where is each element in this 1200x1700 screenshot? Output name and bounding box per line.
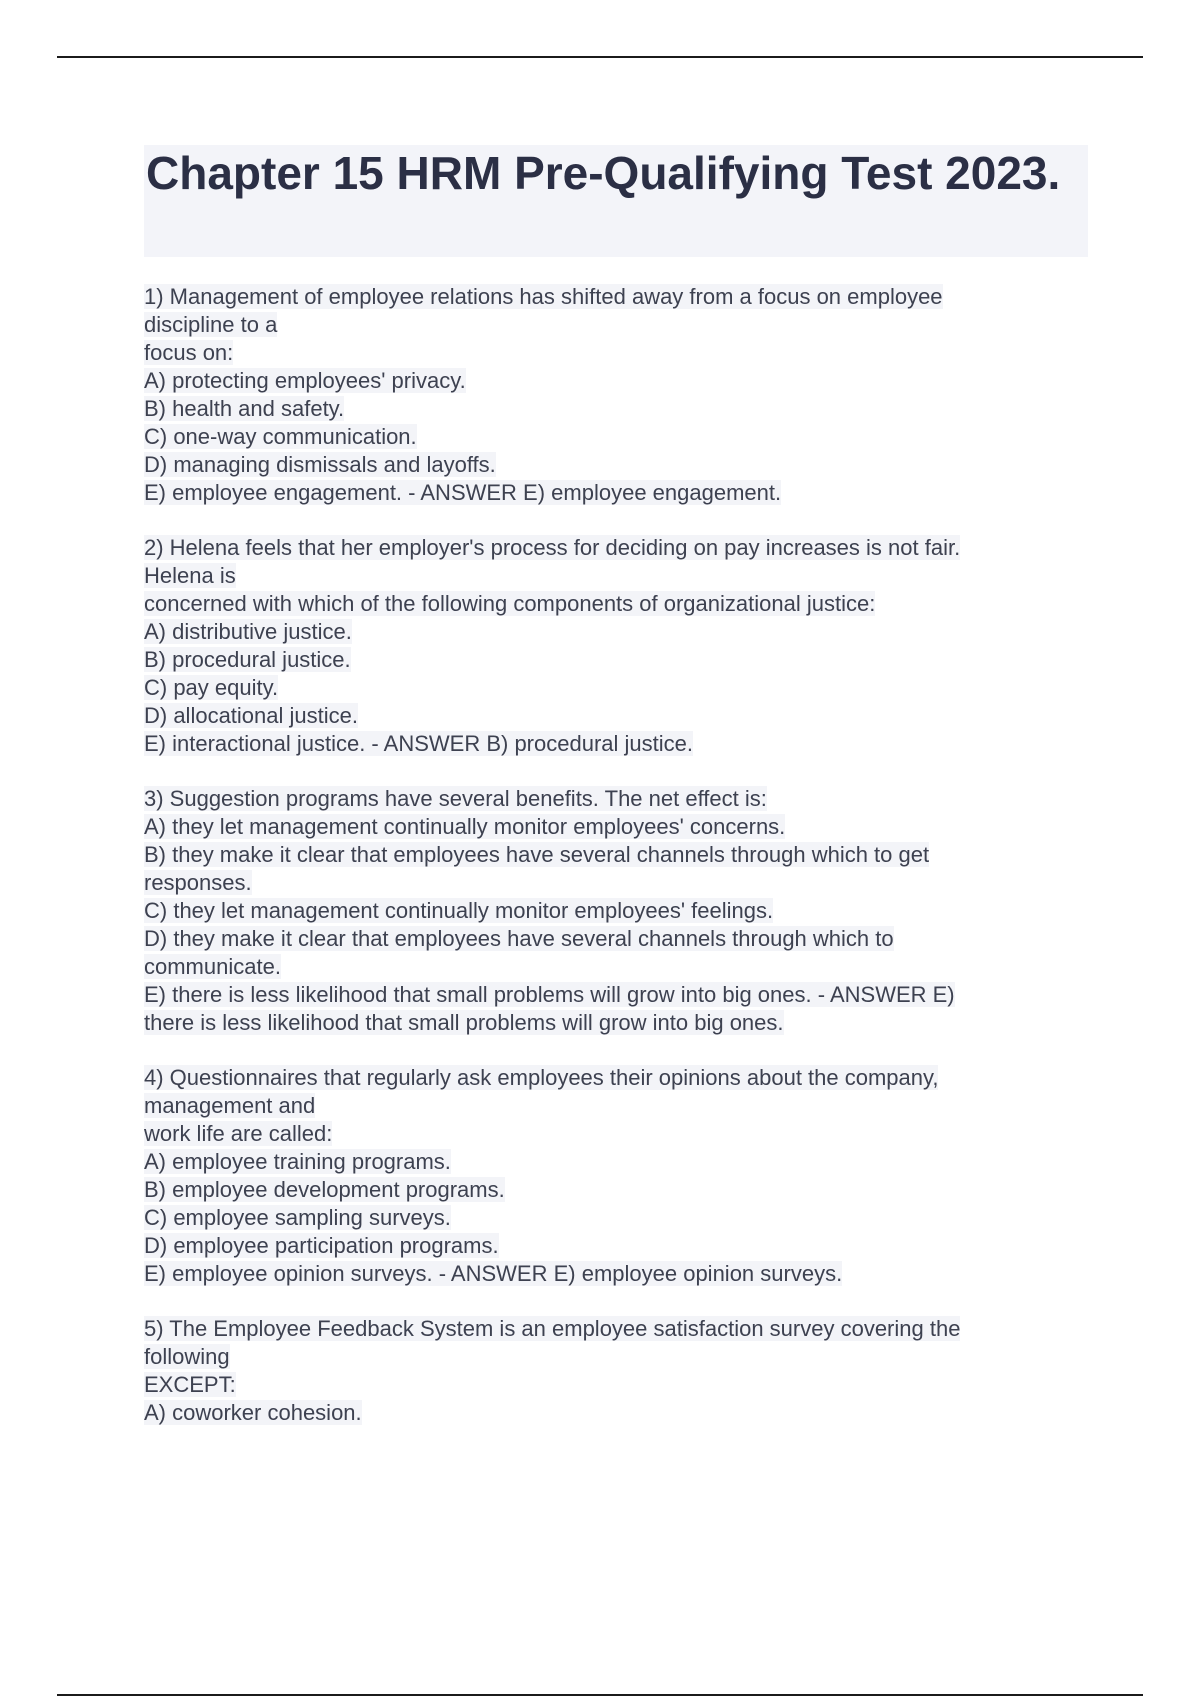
question-line [144,1204,1094,1232]
question-line [144,311,1094,339]
question-text: 4) Questionnaires that regularly ask employees their opinions about the company, [144,1065,939,1090]
question-line [144,1148,1094,1176]
question-text: management and [144,1093,316,1118]
question-text: EXCEPT: [144,1372,236,1397]
question-line [144,1371,1094,1399]
question-line [144,1092,1094,1120]
question-text: there is less likelihood that small problems will grow into big ones. [144,1010,784,1035]
question-text: 2) Helena feels that her employer's process for deciding on pay increases is not fair. [144,535,961,560]
top-divider [57,56,1143,58]
question-line [144,1176,1094,1204]
question-text: A) distributive justice. [144,619,352,644]
question-text: A) they let management continually monitor employees' concerns. [144,814,786,839]
question-text: B) procedural justice. [144,647,351,672]
question-line [144,646,1094,674]
question-line [144,562,1094,590]
question-text: A) coworker cohesion. [144,1400,362,1425]
question-text: E) employee opinion surveys. - ANSWER E) employee opinion surveys. [144,1261,843,1286]
question-text: D) allocational justice. [144,703,358,728]
question-text: responses. [144,870,252,895]
question-4 [144,1064,1094,1288]
question-text: E) there is less likelihood that small problems will grow into big ones. - ANSWER E) [144,982,955,1007]
question-line [144,618,1094,646]
question-1 [144,283,1094,507]
question-text: E) employee engagement. - ANSWER E) employee engagement. [144,480,782,505]
question-text: C) they let management continually monitor employees' feelings. [144,898,774,923]
question-line [144,1260,1094,1288]
question-text: B) they make it clear that employees have several channels through which to get [144,842,930,867]
question-text: following [144,1344,230,1369]
question-text: 3) Suggestion programs have several benefits. The net effect is: [144,786,767,811]
question-line [144,953,1094,981]
question-text: concerned with which of the following components of organizational justice: [144,591,876,616]
question-line [144,869,1094,897]
question-line [144,423,1094,451]
question-text: D) employee participation programs. [144,1233,499,1258]
question-line [144,590,1094,618]
question-line [144,702,1094,730]
question-line [144,1343,1094,1371]
question-line [144,451,1094,479]
question-stem [144,534,1094,562]
question-text: A) employee training programs. [144,1149,451,1174]
question-line [144,395,1094,423]
question-line [144,674,1094,702]
question-line [144,813,1094,841]
question-stem [144,785,1094,813]
question-line [144,339,1094,367]
question-text: Helena is [144,563,236,588]
question-line [144,1232,1094,1260]
question-stem [144,1064,1094,1092]
question-2 [144,534,1094,758]
page-title: Chapter 15 HRM Pre-Qualifying Test 2023. [146,147,1061,199]
question-stem [144,1315,1094,1343]
question-line [144,730,1094,758]
question-text: 5) The Employee Feedback System is an employee satisfaction survey covering the [144,1316,961,1341]
title-block [144,145,1088,257]
question-text: D) managing dismissals and layoffs. [144,452,496,477]
question-text: B) health and safety. [144,396,345,421]
question-stem [144,283,1094,311]
question-text: 1) Management of employee relations has shifted away from a focus on employee [144,284,943,309]
bottom-divider [57,1694,1143,1696]
question-line [144,981,1094,1009]
question-text: C) employee sampling surveys. [144,1205,451,1230]
question-text: communicate. [144,954,281,979]
question-text: C) pay equity. [144,675,279,700]
question-line [144,1120,1094,1148]
question-list [144,283,1094,1454]
question-line [144,367,1094,395]
question-line [144,1399,1094,1427]
question-text: work life are called: [144,1121,333,1146]
question-text: D) they make it clear that employees have several channels through which to [144,926,894,951]
question-line [144,841,1094,869]
question-text: focus on: [144,340,234,365]
question-text: C) one-way communication. [144,424,417,449]
question-text: E) interactional justice. - ANSWER B) procedural justice. [144,731,693,756]
question-text: B) employee development programs. [144,1177,505,1202]
question-line [144,925,1094,953]
question-text: A) protecting employees' privacy. [144,368,466,393]
question-5 [144,1315,1094,1427]
question-text: discipline to a [144,312,278,337]
question-3 [144,785,1094,1037]
question-line [144,1009,1094,1037]
question-line [144,897,1094,925]
question-line [144,479,1094,507]
